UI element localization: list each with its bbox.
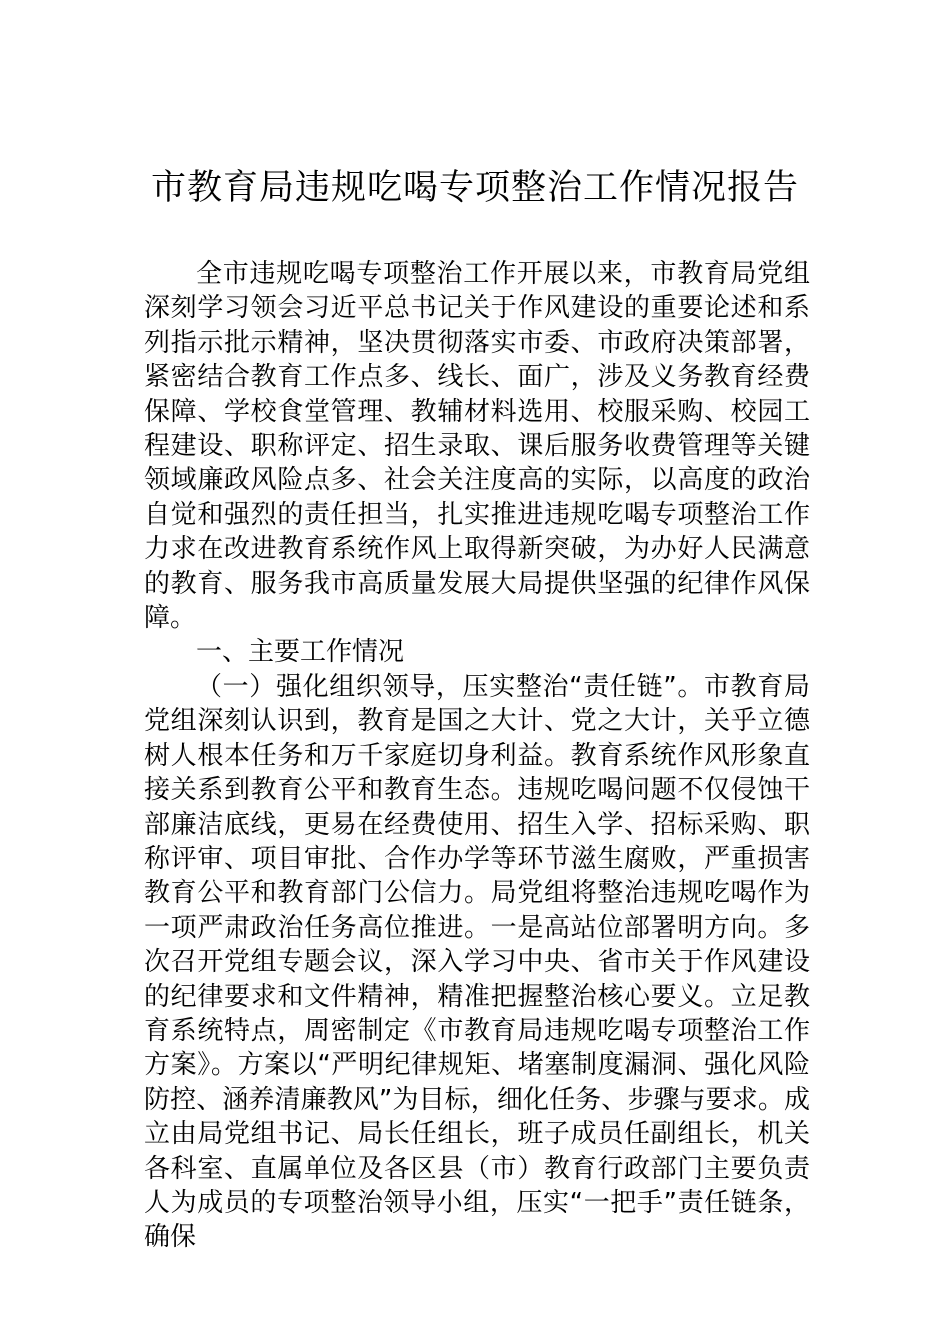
intro-paragraph: 全市违规吃喝专项整治工作开展以来，市教育局党组深刻学习领会习近平总书记关于作风建设的重要论述和系列指示批示精神，坚决贯彻落实市委、市政府决策部署，紧密结合教育工作点多、线长、面广，涉及义务教育经费保障、学校食堂管理、教辅材料选用、校服采购、校园工程建设、职称评定、招生录取、课后服务收费管理等关键领域廉政风险点多、社会关注度高的实际，以高度的政治自觉和强烈的责任担当，扎实推进违规吃喝专项整治工作力求在改进教育系统作风上取得新突破，为办好人民满意的教育、服务我市高质量发展大局提供坚强的纪律作风保障。 (144, 259, 810, 634)
section-1-paragraph-1: （一）强化组织领导，压实整治“责任链”。市教育局党组深刻认识到，教育是国之大计、党之大计，关乎立德树人根本任务和万千家庭切身利益。教育系统作风形象直接关系到教育公平和教育生态。违规吃喝问题不仅侵蚀干部廉洁底线，更易在经费使用、招生入学、招标采购、职称评审、项目审批、合作办学等环节滋生腐败，严重损害教育公平和教育部门公信力。局党组将整治违规吃喝作为一项严肃政治任务高位推进。一是高站位部署明方向。多次召开党组专题会议，深入学习中央、省市关于作风建设的纪律要求和文件精神，精准把握整治核心要义。立足教育系统特点，周密制定《市教育局违规吃喝专项整治工作方案》。方案以“严明纪律规矩、堵塞制度漏洞、强化风险防控、涵养清廉教风”为目标，细化任务、步骤与要求。成立由局党组书记、局长任组长，班子成员任副组长，机关各科室、直属单位及各区县（市）教育行政部门主要负责人为成员的专项整治领导小组，压实“一把手”责任链条，确保 (144, 671, 810, 1253)
document-title: 市教育局违规吃喝专项整治工作情况报告 (150, 168, 799, 208)
section-1-heading: 一、主要工作情况 (196, 637, 405, 668)
document-body (144, 257, 810, 1255)
